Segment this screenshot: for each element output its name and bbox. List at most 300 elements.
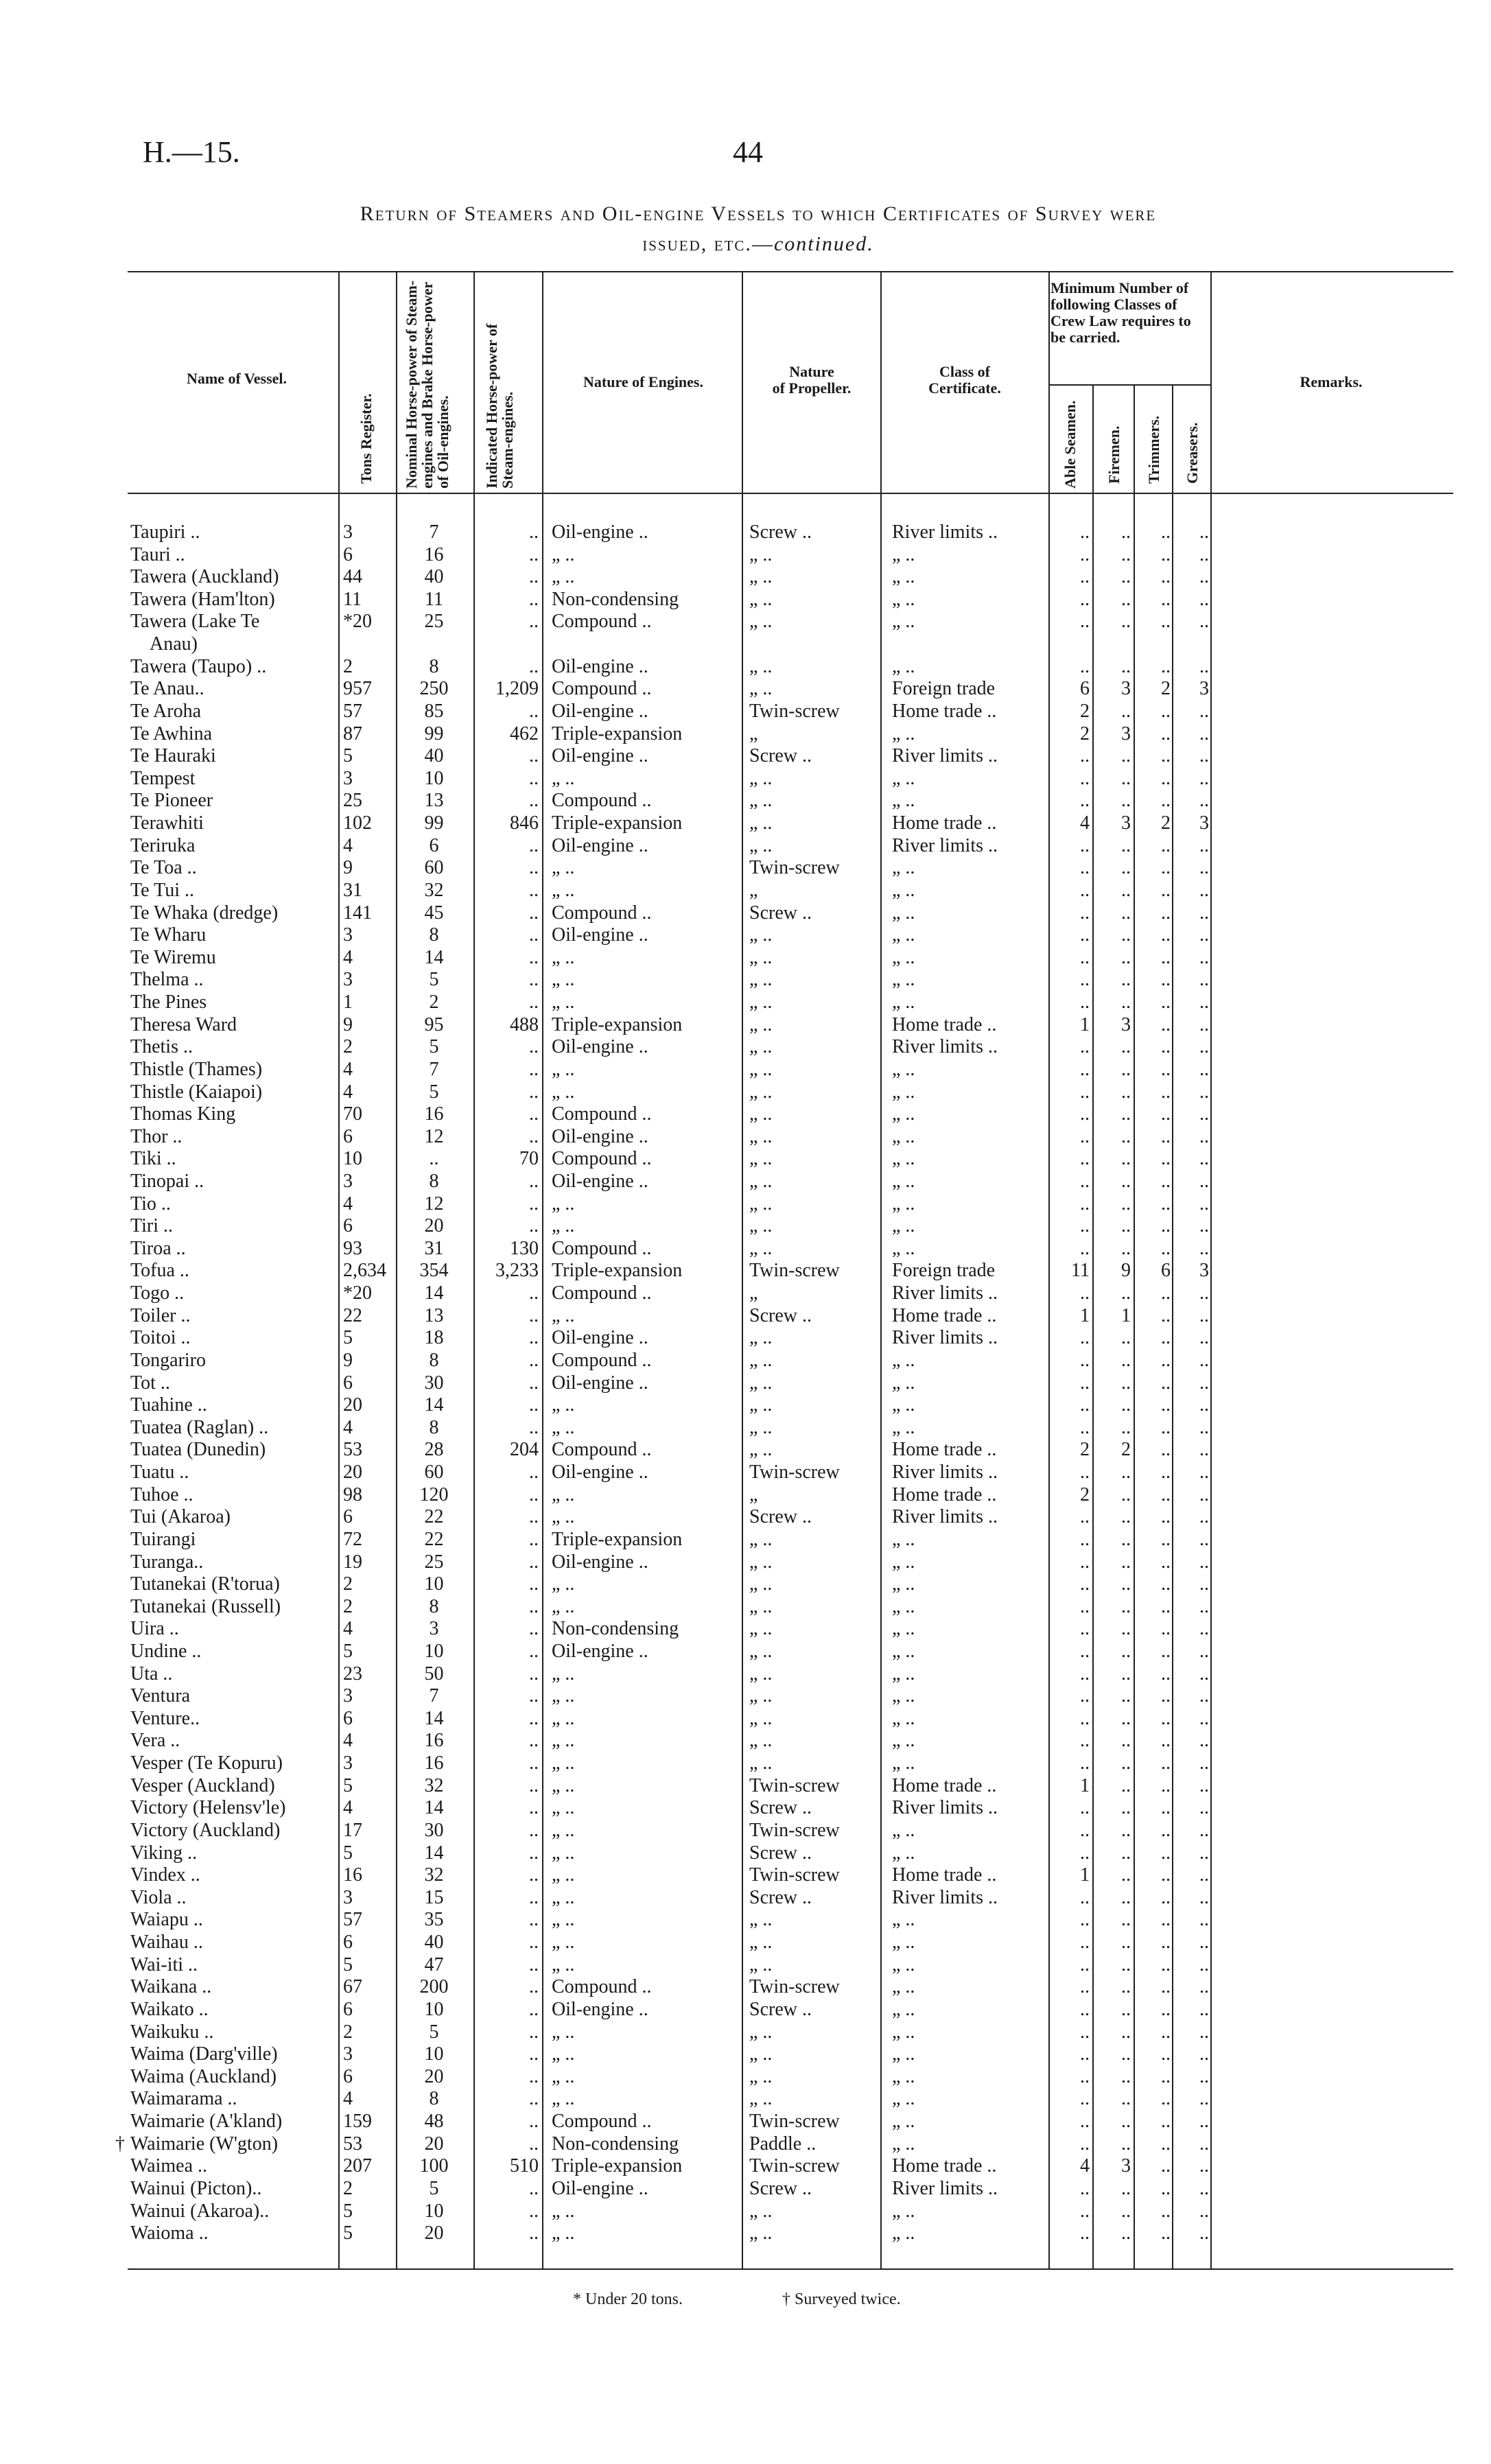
cell-fi: .. — [1121, 2088, 1131, 2110]
cell-nhp: 16 — [424, 1103, 444, 1125]
header-propeller-line-1: Nature — [789, 363, 834, 380]
cell-gr: .. — [1199, 1976, 1209, 1998]
cell-fi: .. — [1121, 521, 1131, 543]
cell-ab: .. — [1080, 1394, 1090, 1416]
cell-tr: .. — [1161, 1148, 1171, 1170]
cell-eng: Compound .. — [552, 790, 652, 812]
cell-tr: .. — [1161, 1641, 1171, 1662]
cell-nhp: 2 — [429, 992, 439, 1013]
cell-ab: .. — [1080, 2065, 1090, 2087]
cell-eng: „ .. — [552, 969, 575, 991]
cell-ihp: .. — [529, 1842, 539, 1864]
cell-ab: .. — [1080, 1618, 1090, 1640]
cell-ab: .. — [1080, 1215, 1090, 1237]
cell-fi: .. — [1121, 1573, 1131, 1595]
cell-cls: „ .. — [892, 879, 915, 901]
cell-ihp — [477, 633, 539, 655]
cell-cls: „ .. — [892, 1148, 915, 1170]
table-row — [0, 1663, 1491, 1685]
cell-eng: Triple-expansion — [552, 1260, 683, 1282]
cell-cls: „ .. — [892, 924, 915, 946]
cell-nhp: 5 — [429, 1036, 439, 1058]
cell-fi: .. — [1121, 969, 1131, 991]
cell-ab: .. — [1080, 1237, 1090, 1259]
vessel-name: Tauri .. — [130, 543, 185, 565]
cell-eng: Triple-expansion — [552, 812, 683, 834]
cell-ihp: .. — [529, 1036, 539, 1058]
cell-gr: .. — [1199, 1506, 1209, 1528]
cell-prop: Twin-screw — [749, 857, 840, 879]
cell-cls: „ .. — [892, 1372, 915, 1394]
cell-gr: .. — [1199, 1304, 1209, 1326]
cell-prop: „ .. — [749, 1618, 773, 1640]
cell-cls: „ .. — [892, 1685, 915, 1707]
vessel-name: Tofua .. — [130, 1260, 189, 1282]
cell-fi: .. — [1121, 834, 1131, 856]
cell-tr: .. — [1161, 1953, 1171, 1975]
table-row — [0, 1506, 1491, 1528]
cell-prop: „ .. — [749, 969, 773, 991]
cell-tr: 6 — [1161, 1260, 1171, 1282]
cell-fi: .. — [1121, 1506, 1131, 1528]
cell-tr: 2 — [1161, 812, 1171, 834]
dagger-mark: † — [115, 2133, 125, 2155]
cell-gr: .. — [1199, 1237, 1209, 1259]
cell-gr: .. — [1199, 767, 1209, 789]
cell-tons: 102 — [343, 812, 372, 834]
cell-fi: .. — [1121, 992, 1131, 1013]
cell-ab: .. — [1080, 521, 1090, 543]
cell-gr: .. — [1199, 1953, 1209, 1975]
vessel-name: Te Pioneer — [130, 790, 213, 812]
cell-eng: „ .. — [552, 1595, 575, 1617]
vessel-name: Wainui (Picton).. — [130, 2177, 262, 2199]
cell-eng: „ .. — [552, 1932, 575, 1953]
cell-nhp: 6 — [429, 834, 439, 856]
cell-tr: .. — [1161, 1663, 1171, 1685]
cell-eng: Compound .. — [552, 678, 652, 700]
cell-cls: River limits .. — [892, 1797, 998, 1819]
cell-nhp: 45 — [424, 902, 444, 924]
cell-tr: .. — [1161, 1193, 1171, 1215]
cell-prop: „ .. — [749, 1730, 773, 1752]
cell-ihp: .. — [529, 767, 539, 789]
cell-ihp: .. — [529, 1462, 539, 1483]
vessel-name: Te Toa .. — [130, 857, 197, 879]
cell-nhp: 14 — [424, 946, 444, 968]
cell-prop: „ .. — [749, 1953, 773, 1975]
cell-nhp: 100 — [419, 2155, 449, 2177]
cell-tr: .. — [1161, 1976, 1171, 1998]
cell-fi: .. — [1121, 1551, 1131, 1573]
cell-gr: .. — [1199, 1774, 1209, 1796]
cell-nhp: 7 — [429, 521, 439, 543]
cell-eng: Compound .. — [552, 1237, 652, 1259]
cell-fi: .. — [1121, 1641, 1131, 1662]
table-row — [0, 2133, 1491, 2155]
cell-ihp: .. — [529, 1551, 539, 1573]
cell-gr: .. — [1199, 1618, 1209, 1640]
page-number: 44 — [733, 135, 763, 169]
vessel-name: Vera .. — [130, 1730, 180, 1752]
cell-cls: „ .. — [892, 1081, 915, 1103]
cell-gr: .. — [1199, 1462, 1209, 1483]
table-row — [0, 1573, 1491, 1595]
cell-prop: „ .. — [749, 1909, 773, 1931]
vessel-name: Theresa Ward — [130, 1013, 237, 1035]
vessel-name: Undine .. — [130, 1641, 202, 1662]
cell-tons: 22 — [343, 1304, 362, 1326]
cell-tons: 5 — [343, 1327, 353, 1349]
cell-cls: Foreign trade — [892, 678, 996, 700]
cell-tons: 159 — [343, 2111, 372, 2133]
cell-ihp: .. — [529, 1506, 539, 1528]
vessel-name: Ventura — [130, 1685, 191, 1707]
cell-prop: „ .. — [749, 790, 773, 812]
cell-tr: .. — [1161, 1551, 1171, 1573]
cell-eng: „ .. — [552, 2088, 575, 2110]
cell-prop: „ .. — [749, 566, 773, 588]
cell-ihp: .. — [529, 1685, 539, 1707]
cell-gr: 3 — [1199, 1260, 1209, 1282]
cell-prop: „ .. — [749, 834, 773, 856]
cell-eng: „ .. — [552, 1483, 575, 1505]
cell-gr: .. — [1199, 1170, 1209, 1192]
title-continued: continued. — [773, 233, 874, 255]
vessel-name: Viking .. — [130, 1842, 198, 1864]
cell-fi: .. — [1121, 1909, 1131, 1931]
cell-tr: .. — [1161, 767, 1171, 789]
vessel-name: Waikato .. — [130, 1998, 209, 2020]
cell-gr: .. — [1199, 1215, 1209, 1237]
table-row — [0, 1775, 1491, 1797]
cell-gr: .. — [1199, 1595, 1209, 1617]
cell-tons: 4 — [343, 2088, 353, 2110]
cell-gr: .. — [1199, 992, 1209, 1013]
cell-nhp: 8 — [429, 1349, 439, 1371]
table-row — [0, 1864, 1491, 1886]
vessel-name: Taupiri .. — [130, 521, 200, 543]
cell-prop: „ .. — [749, 1036, 773, 1058]
cell-tons: 5 — [343, 1842, 353, 1864]
cell-ab: .. — [1080, 2222, 1090, 2244]
cell-ab: .. — [1080, 2088, 1090, 2110]
cell-fi: .. — [1121, 1932, 1131, 1953]
cell-ab: .. — [1080, 1349, 1090, 1371]
cell-ab: .. — [1080, 1327, 1090, 1349]
vessel-name: Togo .. — [130, 1282, 185, 1304]
cell-tr: .. — [1161, 1349, 1171, 1371]
table-row — [0, 1282, 1491, 1304]
cell-nhp: 10 — [424, 2200, 444, 2222]
table-row — [0, 1596, 1491, 1618]
cell-prop: Screw .. — [749, 521, 812, 543]
cell-fi: 3 — [1121, 2155, 1131, 2177]
cell-eng: Oil-engine .. — [552, 2177, 648, 2199]
cell-ihp: 70 — [519, 1148, 539, 1170]
cell-ab: .. — [1080, 611, 1090, 633]
cell-fi: .. — [1121, 1842, 1131, 1864]
cell-ab: .. — [1080, 1551, 1090, 1573]
cell-prop: Twin-screw — [749, 1462, 840, 1483]
cell-cls: „ .. — [892, 1998, 915, 2020]
vessel-name: Waioma .. — [130, 2222, 209, 2244]
cell-tons: 70 — [343, 1103, 362, 1125]
cell-eng: „ .. — [552, 1953, 575, 1975]
cell-ab: 1 — [1080, 1864, 1090, 1886]
cell-cls: „ .. — [892, 946, 915, 968]
cell-fi: .. — [1121, 700, 1131, 722]
cell-eng: Non-condensing — [552, 588, 679, 610]
cell-ab: 1 — [1080, 1304, 1090, 1326]
vessel-name: Vindex .. — [130, 1864, 200, 1886]
cell-ab: .. — [1080, 1685, 1090, 1707]
cell-fi: 3 — [1121, 1013, 1131, 1035]
footnote-surveyed-twice: † Surveyed twice. — [782, 2290, 901, 2308]
table-row — [0, 544, 1491, 566]
cell-gr: .. — [1199, 1439, 1209, 1461]
cell-tons: 2 — [343, 1595, 353, 1617]
cell-ihp: .. — [529, 1707, 539, 1729]
cell-cls: „ .. — [892, 1663, 915, 1685]
cell-ab: 2 — [1080, 723, 1090, 744]
cell-cls: River limits .. — [892, 745, 998, 767]
table-row — [0, 1685, 1491, 1707]
cell-gr: .. — [1199, 2177, 1209, 2199]
cell-ab: .. — [1080, 1081, 1090, 1103]
vessel-name: Te Aroha — [130, 700, 202, 722]
cell-prop: „ .. — [749, 543, 773, 565]
cell-gr: .. — [1199, 1752, 1209, 1774]
table-row — [0, 611, 1491, 633]
table-row — [0, 1730, 1491, 1752]
cell-gr: .. — [1199, 1013, 1209, 1035]
cell-fi: .. — [1121, 924, 1131, 946]
vessel-name: Teriruka — [130, 834, 196, 856]
cell-tr: .. — [1161, 2200, 1171, 2222]
cell-nhp: 10 — [424, 1641, 444, 1662]
cell-gr: .. — [1199, 1551, 1209, 1573]
table-row — [0, 2066, 1491, 2088]
cell-prop: Screw .. — [749, 902, 812, 924]
cell-ihp: .. — [529, 2177, 539, 2199]
cell-gr: .. — [1199, 611, 1209, 633]
cell-fi: .. — [1121, 566, 1131, 588]
table-row — [0, 857, 1491, 879]
cell-tr: .. — [1161, 2088, 1171, 2110]
cell-prop: „ .. — [749, 1103, 773, 1125]
header-tons-register: Tons Register. — [357, 393, 375, 484]
header-class-line-2: Certificate. — [928, 379, 1001, 397]
cell-tr: .. — [1161, 1036, 1171, 1058]
cell-tons: 31 — [343, 879, 362, 901]
vessel-name: Tuatu .. — [130, 1462, 189, 1483]
table-row — [0, 880, 1491, 902]
cell-cls: „ .. — [892, 1752, 915, 1774]
cell-ihp: .. — [529, 1774, 539, 1796]
cell-gr: .. — [1199, 566, 1209, 588]
cell-eng: Oil-engine .. — [552, 1641, 648, 1662]
vessel-name: Waima (Darg'ville) — [130, 2043, 278, 2065]
cell-ihp: .. — [529, 1081, 539, 1103]
cell-fi: .. — [1121, 1976, 1131, 1998]
cell-tr: .. — [1161, 543, 1171, 565]
cell-eng: Oil-engine .. — [552, 1551, 648, 1573]
cell-prop: „ .. — [749, 1372, 773, 1394]
table-row — [0, 1842, 1491, 1864]
cell-ab: .. — [1080, 1932, 1090, 1953]
cell-ihp: .. — [529, 1327, 539, 1349]
cell-tr: .. — [1161, 700, 1171, 722]
table-row — [0, 1752, 1491, 1774]
title-line-2-text: issued, etc.— — [642, 233, 774, 255]
cell-nhp: 7 — [429, 1058, 439, 1080]
cell-fi: .. — [1121, 2133, 1131, 2155]
cell-ihp: .. — [529, 655, 539, 677]
header-class-line-1: Class of — [939, 363, 990, 380]
cell-tons: 5 — [343, 1641, 353, 1662]
table-row — [0, 1081, 1491, 1103]
cell-nhp: 354 — [419, 1260, 449, 1282]
cell-prop: „ .. — [749, 2088, 773, 2110]
cell-prop: Twin-screw — [749, 1260, 840, 1282]
cell-nhp: 5 — [429, 2177, 439, 2199]
cell-nhp: 31 — [424, 1237, 444, 1259]
cell-nhp: 3 — [429, 1618, 439, 1640]
cell-ihp: .. — [529, 924, 539, 946]
cell-eng: „ .. — [552, 879, 575, 901]
cell-cls: „ .. — [892, 1909, 915, 1931]
vessel-name: Uta .. — [130, 1663, 173, 1685]
cell-fi: .. — [1121, 543, 1131, 565]
cell-tons: 3 — [343, 1685, 353, 1707]
cell-nhp: 10 — [424, 1998, 444, 2020]
cell-gr: .. — [1199, 1797, 1209, 1819]
cell-tr — [1138, 633, 1171, 655]
cell-tr: .. — [1161, 1013, 1171, 1035]
cell-ab: .. — [1080, 834, 1090, 856]
cell-ihp: .. — [529, 1819, 539, 1841]
cell-fi: .. — [1121, 1416, 1131, 1438]
cell-eng: „ .. — [552, 1304, 575, 1326]
cell-tons: 9 — [343, 857, 353, 879]
cell-prop: Screw .. — [749, 2177, 812, 2199]
cell-fi: .. — [1121, 1663, 1131, 1685]
cell-tr: .. — [1161, 2043, 1171, 2065]
table-row — [0, 1238, 1491, 1260]
cell-eng: „ .. — [552, 1842, 575, 1864]
header-bottom-rule — [128, 493, 1453, 494]
cell-nhp: 28 — [424, 1439, 444, 1461]
cell-prop: „ .. — [749, 1237, 773, 1259]
cell-ihp: .. — [529, 2065, 539, 2087]
cell-fi: .. — [1121, 1394, 1131, 1416]
cell-ihp: .. — [529, 1394, 539, 1416]
cell-ab: .. — [1080, 566, 1090, 588]
table-row — [0, 1999, 1491, 2021]
cell-gr: .. — [1199, 543, 1209, 565]
cell-ihp: .. — [529, 2021, 539, 2043]
cell-prop: „ .. — [749, 1551, 773, 1573]
cell-nhp: 10 — [424, 2043, 444, 2065]
cell-fi: .. — [1121, 1618, 1131, 1640]
footnote-under-20-tons: * Under 20 tons. — [573, 2290, 683, 2308]
cell-eng: „ .. — [552, 992, 575, 1013]
cell-nhp: 95 — [424, 1013, 444, 1035]
cell-prop: Screw .. — [749, 745, 812, 767]
cell-tons: 6 — [343, 1506, 353, 1528]
cell-prop: „ .. — [749, 946, 773, 968]
cell-prop: Twin-screw — [749, 700, 840, 722]
cell-nhp: 99 — [424, 812, 444, 834]
cell-tons: 5 — [343, 1953, 353, 1975]
cell-cls: „ .. — [892, 2088, 915, 2110]
vessel-name: Waimarie (W'gton) — [130, 2133, 279, 2155]
cell-ab: .. — [1080, 543, 1090, 565]
cell-tons: 5 — [343, 745, 353, 767]
table-row — [0, 947, 1491, 969]
cell-ab: .. — [1080, 1909, 1090, 1931]
cell-gr — [1176, 633, 1209, 655]
vessel-name: Tui (Akaroa) — [130, 1506, 231, 1528]
cell-ihp: .. — [529, 611, 539, 633]
cell-prop: „ — [749, 879, 758, 901]
cell-ab: .. — [1080, 1372, 1090, 1394]
cell-tr: .. — [1161, 1103, 1171, 1125]
cell-ihp: .. — [529, 834, 539, 856]
cell-eng: „ .. — [552, 1081, 575, 1103]
cell-cls: River limits .. — [892, 2177, 998, 2199]
cell-prop: „ .. — [749, 2200, 773, 2222]
cell-prop: „ .. — [749, 2021, 773, 2043]
cell-tr: .. — [1161, 745, 1171, 767]
cell-gr: .. — [1199, 1125, 1209, 1147]
cell-ab: .. — [1080, 2177, 1090, 2199]
cell-gr: .. — [1199, 2222, 1209, 2244]
cell-eng: Oil-engine .. — [552, 521, 648, 543]
cell-eng: Oil-engine .. — [552, 1036, 648, 1058]
cell-nhp: 25 — [424, 611, 444, 633]
cell-cls: „ .. — [892, 2043, 915, 2065]
cell-ab: 4 — [1080, 812, 1090, 834]
cell-eng: Compound .. — [552, 2111, 652, 2133]
cell-tr: .. — [1161, 2133, 1171, 2155]
cell-cls: „ .. — [892, 1416, 915, 1438]
cell-tons: 10 — [343, 1148, 362, 1170]
cell-ihp: .. — [529, 1998, 539, 2020]
cell-nhp: 5 — [429, 2021, 439, 2043]
cell-cls: „ .. — [892, 1573, 915, 1595]
cell-fi: .. — [1121, 1886, 1131, 1908]
cell-nhp: 40 — [424, 1932, 444, 1953]
cell-gr: .. — [1199, 2155, 1209, 2177]
cell-ihp: .. — [529, 1663, 539, 1685]
cell-fi: .. — [1121, 1774, 1131, 1796]
cell-prop: „ .. — [749, 1349, 773, 1371]
cell-prop: „ .. — [749, 1394, 773, 1416]
cell-tons: 53 — [343, 2133, 362, 2155]
cell-ihp: .. — [529, 1125, 539, 1147]
cell-ab: .. — [1080, 588, 1090, 610]
cell-cls: „ .. — [892, 1842, 915, 1864]
cell-ab: .. — [1080, 1797, 1090, 1819]
cell-ab: .. — [1080, 1125, 1090, 1147]
table-row — [0, 1372, 1491, 1394]
cell-cls: „ .. — [892, 543, 915, 565]
cell-gr: .. — [1199, 1641, 1209, 1662]
cell-ihp: 3,233 — [495, 1260, 539, 1282]
cell-ab — [1055, 633, 1090, 655]
